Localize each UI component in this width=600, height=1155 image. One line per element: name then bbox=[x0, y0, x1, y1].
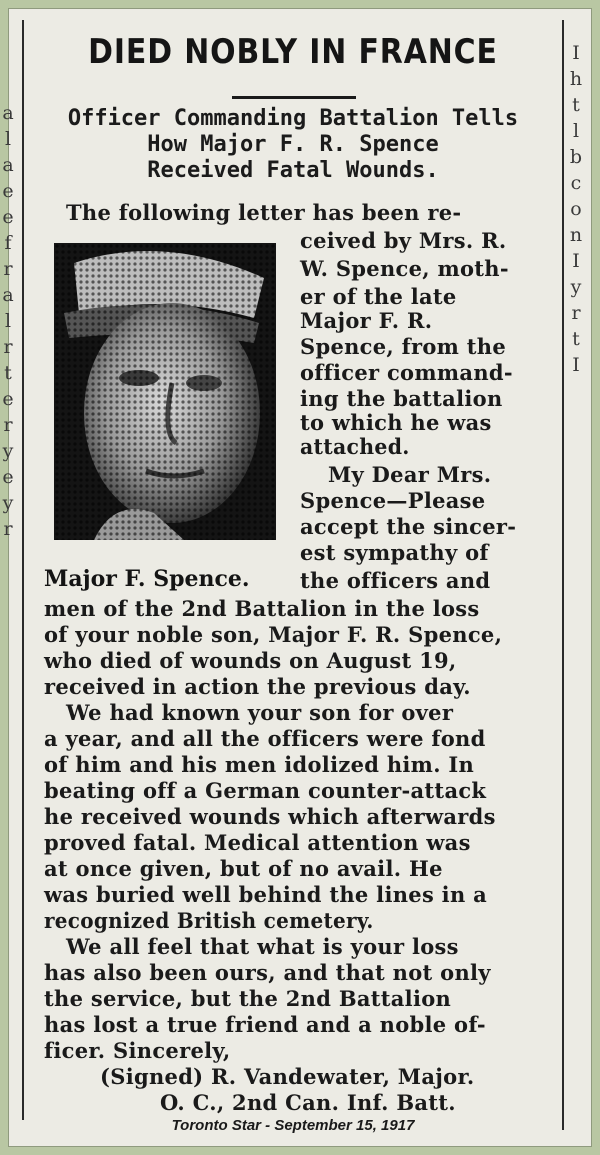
margin-fragment: l bbox=[572, 120, 580, 142]
article-line: at once given, but of no avail. He bbox=[44, 856, 443, 881]
article-line: to which he was bbox=[300, 410, 492, 435]
margin-fragment: r bbox=[3, 414, 13, 436]
article-line: has lost a true friend and a noble of- bbox=[44, 1012, 486, 1037]
margin-fragment: e bbox=[2, 388, 14, 410]
margin-fragment: b bbox=[569, 146, 583, 168]
article-line: of your noble son, Major F. R. Spence, bbox=[44, 622, 503, 647]
margin-fragment: e bbox=[2, 466, 14, 488]
article-line: W. Spence, moth- bbox=[300, 256, 509, 281]
margin-fragment: l bbox=[4, 310, 12, 332]
article-line: was buried well behind the lines in a bbox=[44, 882, 488, 907]
margin-fragment: a bbox=[2, 284, 14, 306]
article-line: Major F. R. bbox=[300, 308, 433, 333]
margin-fragment: e bbox=[2, 206, 14, 228]
article-line: he received wounds which afterwards bbox=[44, 804, 496, 829]
article-line: beating off a German counter-attack bbox=[44, 778, 487, 803]
portrait-image bbox=[54, 243, 276, 540]
margin-fragment: o bbox=[570, 198, 582, 220]
article-line: has also been ours, and that not only bbox=[44, 960, 491, 985]
margin-fragment: I bbox=[572, 42, 580, 64]
article-line: attached. bbox=[300, 434, 410, 459]
article-line: who died of wounds on August 19, bbox=[44, 648, 457, 673]
margin-fragment: y bbox=[2, 440, 14, 462]
article-line: men of the 2nd Battalion in the loss bbox=[44, 596, 480, 621]
right-margin-fragments bbox=[568, 40, 584, 378]
headline-rule bbox=[232, 96, 356, 99]
left-column-rule bbox=[22, 20, 24, 1120]
subhead-line: Received Fatal Wounds. bbox=[147, 158, 439, 183]
portrait-photo bbox=[54, 243, 276, 540]
article-line: We had known your son for over bbox=[66, 700, 454, 725]
left-margin-fragments bbox=[0, 100, 16, 542]
article-line: a year, and all the officers were fond bbox=[44, 726, 486, 751]
margin-fragment: a bbox=[2, 154, 14, 176]
margin-fragment: I bbox=[572, 354, 580, 376]
article-line: est sympathy of bbox=[300, 540, 489, 565]
photo-caption: Major F. Spence. bbox=[44, 566, 250, 592]
article-line: officer command- bbox=[300, 360, 513, 385]
right-column-rule bbox=[562, 20, 564, 1130]
article-line: ceived by Mrs. R. bbox=[300, 228, 507, 253]
article-line: We all feel that what is your loss bbox=[66, 934, 459, 959]
article-line: Spence, from the bbox=[300, 334, 507, 359]
article-line: ing the battalion bbox=[300, 386, 503, 411]
margin-fragment: r bbox=[3, 258, 13, 280]
article-line: (Signed) R. Vandewater, Major. bbox=[100, 1064, 475, 1089]
article-line: the service, but the 2nd Battalion bbox=[44, 986, 452, 1011]
article-line: ficer. Sincerely, bbox=[44, 1038, 231, 1063]
article-line: The following letter has been re- bbox=[66, 200, 462, 225]
margin-fragment: e bbox=[2, 180, 14, 202]
subhead-line: How Major F. R. Spence bbox=[147, 132, 439, 157]
margin-fragment: t bbox=[4, 362, 12, 384]
article-line: proved fatal. Medical attention was bbox=[44, 830, 471, 855]
subheadline bbox=[26, 106, 560, 184]
margin-fragment: r bbox=[3, 336, 13, 358]
article-line: of him and his men idolized him. In bbox=[44, 752, 475, 777]
margin-fragment: r bbox=[571, 302, 581, 324]
subhead-line: Officer Commanding Battalion Tells bbox=[67, 106, 519, 131]
source-credit: Toronto Star - September 15, 1917 bbox=[171, 1117, 415, 1134]
article-line: Spence—Please bbox=[300, 488, 486, 513]
margin-fragment: h bbox=[569, 68, 583, 90]
margin-fragment: a bbox=[2, 102, 14, 124]
margin-fragment: y bbox=[570, 276, 582, 298]
margin-fragment: n bbox=[569, 224, 583, 246]
article-line: My Dear Mrs. bbox=[328, 462, 492, 487]
margin-fragment: t bbox=[572, 328, 580, 350]
margin-fragment: y bbox=[2, 492, 14, 514]
article-line: O. C., 2nd Can. Inf. Batt. bbox=[160, 1090, 456, 1115]
article-line: er of the late bbox=[300, 284, 457, 309]
margin-fragment: f bbox=[4, 232, 12, 254]
article-line: recognized British cemetery. bbox=[44, 908, 374, 933]
headline: DIED NOBLY IN FRANCE bbox=[88, 32, 498, 72]
margin-fragment: r bbox=[3, 518, 13, 540]
margin-fragment: t bbox=[572, 94, 580, 116]
article-line: accept the sincer- bbox=[300, 514, 517, 539]
margin-fragment: l bbox=[4, 128, 12, 150]
article-line: the officers and bbox=[300, 568, 491, 593]
article-line: received in action the previous day. bbox=[44, 674, 471, 699]
margin-fragment: c bbox=[570, 172, 582, 194]
margin-fragment: I bbox=[572, 250, 580, 272]
